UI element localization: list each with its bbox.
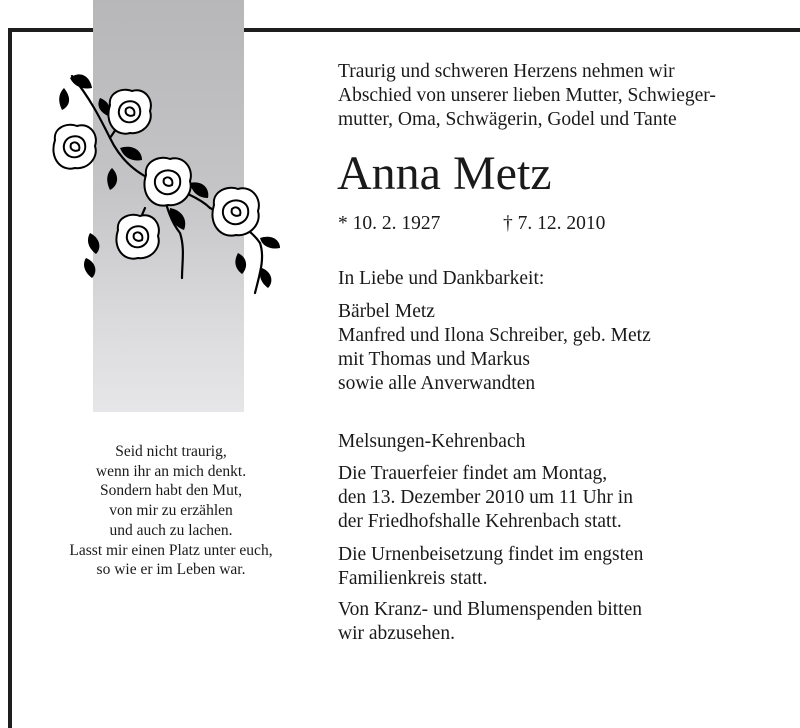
death-date: † 7. 12. 2010	[503, 213, 606, 234]
birth-date: * 10. 2. 1927	[338, 213, 441, 234]
intro-line: Abschied von unserer lieben Mutter, Schwieger-	[338, 85, 716, 106]
poem-line: Sondern habt den Mut,	[99, 482, 243, 500]
ceremony-line: den 13. Dezember 2010 um 11 Uhr in	[338, 487, 633, 508]
burial-line: Die Urnenbeisetzung findet im engsten	[338, 544, 644, 565]
intro-line: Traurig und schweren Herzens nehmen wir	[338, 61, 675, 82]
burial-info	[338, 543, 643, 591]
ceremony-info	[338, 462, 633, 534]
gratitude-heading	[338, 267, 544, 291]
ceremony-line: der Friedhofshalle Kehrenbach statt.	[338, 511, 622, 532]
donation-line: Von Kranz- und Blumenspenden bitten	[338, 599, 643, 620]
location-text: Melsungen-Kehrenbach	[338, 431, 526, 452]
mourner-line: sowie alle Anverwandten	[338, 373, 536, 394]
deceased-name: Anna Metz	[337, 147, 552, 200]
donation-line: wir abzusehen.	[338, 623, 455, 644]
gratitude-heading-text: In Liebe und Dankbarkeit:	[338, 268, 545, 289]
intro-line: mutter, Oma, Schwägerin, Godel und Tante	[338, 109, 677, 130]
poem-line: Seid nicht traurig,	[115, 443, 227, 460]
poem	[40, 442, 302, 580]
burial-line: Familienkreis statt.	[338, 568, 488, 589]
poem-line: und auch zu lachen.	[109, 521, 233, 539]
poem-line: Lasst mir einen Platz unter euch,	[69, 541, 273, 559]
poem-line: von mir zu erzählen	[109, 502, 233, 520]
roses-icon	[50, 58, 290, 308]
ceremony-line: Die Trauerfeier findet am Montag,	[338, 463, 608, 484]
mourner-line: mit Thomas und Markus	[338, 349, 530, 370]
donation-info	[338, 598, 642, 646]
location	[338, 430, 525, 454]
intro-text	[338, 60, 788, 132]
mourner-line: Bärbel Metz	[338, 301, 435, 322]
poem-line: so wie er im Leben war.	[96, 561, 246, 579]
poem-line: wenn ihr an mich denkt.	[95, 462, 247, 480]
mourner-line: Manfred und Ilona Schreiber, geb. Metz	[338, 325, 651, 346]
mourners-list	[338, 300, 651, 396]
